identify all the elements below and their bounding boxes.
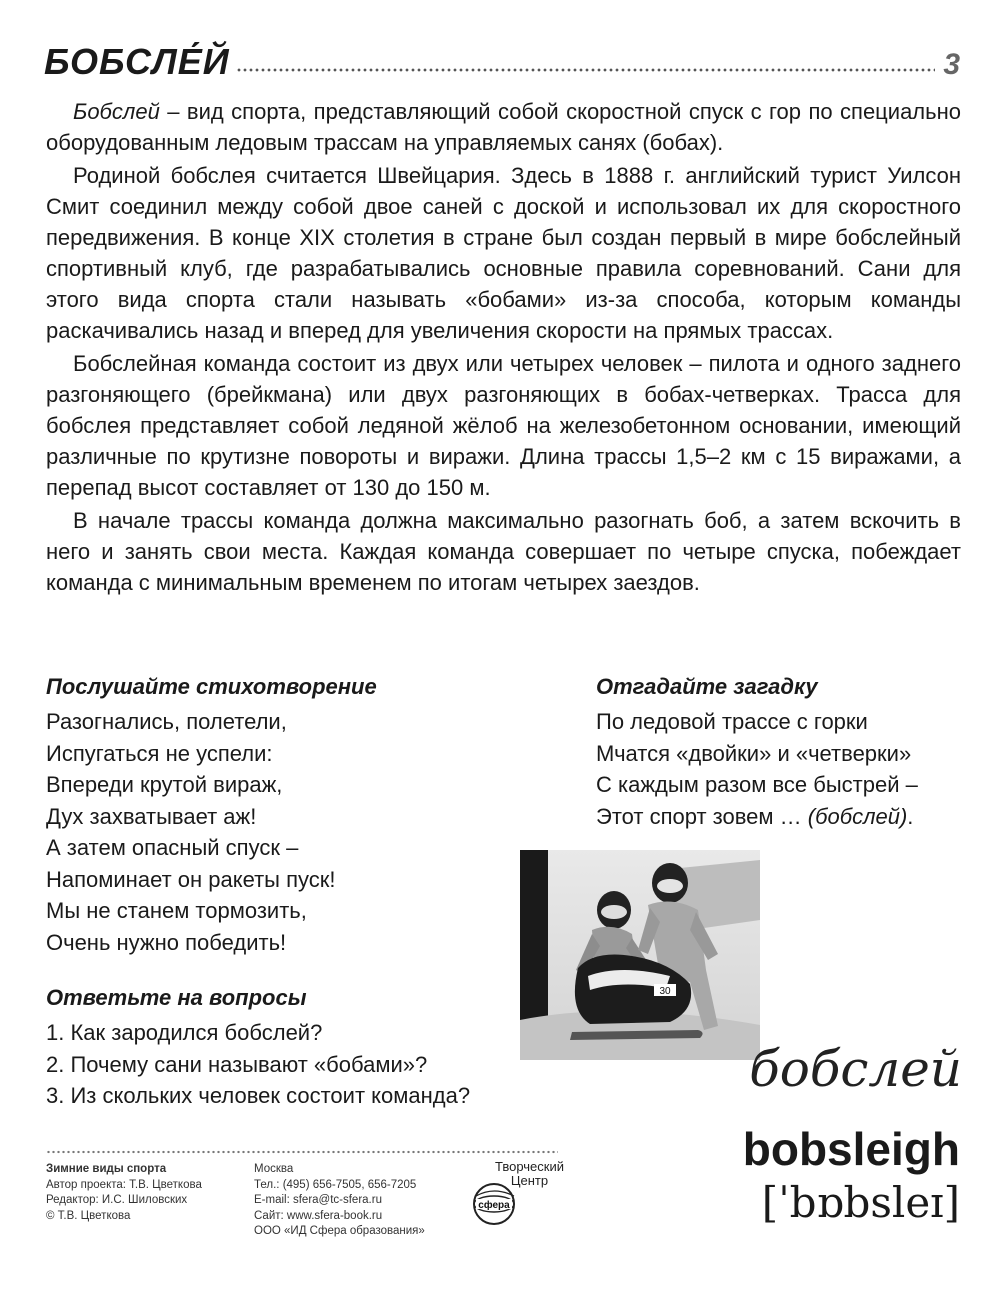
footer-divider [46, 1150, 558, 1154]
poem-line: Очень нужно победить! [46, 929, 287, 955]
word-english: bobsleigh [742, 1123, 960, 1175]
poem-line: Напоминает он ракеты пуск! [46, 866, 336, 892]
paragraph-2: Родиной бобслея считается Швейцария. Здесь в 1888 г. английский турист Уилсон Смит соединил между собой двое саней с доской и использовал их для скоростного передвижения. В конце XIX столетия в стране был создан первый в мире бобслейный спортивный клуб, где разрабатывались основные правила соревнований. Сани для этого вида спорта стали называть «бобами» из-за способа, которым команды раскачивались назад и вперед для увеличения скорости на прямых трассах. [46, 163, 961, 343]
paragraph-1-text: – вид спорта, представляющий собой скоростной спуск с гор по специально оборудованным ледовым трассам на управляемых санях (бобах). [46, 99, 961, 155]
poem-section [46, 674, 506, 958]
riddle-title: Отгадайте загадку [596, 674, 818, 699]
poem-line: Дух захватывает аж! [46, 803, 257, 829]
publisher-line2: Центр [510, 1173, 549, 1188]
poem-line: А затем опасный спуск – [46, 835, 299, 860]
bob-number: 30 [659, 986, 671, 997]
poem-line: Мы не станем тормозить, [46, 898, 307, 923]
footer-editor: Редактор: И.С. Шиловских [46, 1194, 188, 1206]
article-body [46, 96, 961, 600]
term-italic: Бобслей [73, 99, 160, 124]
riddle-line: По ледовой трассе с горки [596, 709, 868, 734]
poem-line: Испугаться не успели: [46, 740, 273, 766]
page-title: БОБСЛЕ́Й [44, 41, 230, 82]
publisher-line1: Творческий [494, 1159, 564, 1174]
riddle-punct: . [907, 803, 914, 829]
paragraph-3: Бобслейная команда состоит из двух или четырех человек – пилота и одного заднего разгоняющего (брейкмана) или двух разгоняющих в бобах-четверках. Трасса для бобслея представляет собой ледяной жёлоб на железобетонном основании, имеющий различные по крутизне повороты и виражи. Длина трассы 1,5–2 км с 15 виражами, а перепад высот составляет от 130 до 150 м. [46, 351, 961, 500]
riddle-last-line [596, 801, 976, 833]
paragraph-4: В начале трассы команда должна максимально разогнать боб, а затем вскочить в него и занять свои места. Каждая команда совершает по четыре спуска, побеждает команда с минимальным временем по итогам четырех заездов. [46, 508, 961, 595]
questions-title: Ответьте на вопросы [46, 985, 307, 1010]
riddle-section [596, 674, 976, 832]
footer-credits [46, 1162, 202, 1224]
question-item: 3. Из скольких человек состоит команда? [46, 1083, 471, 1108]
poem-line: Разогнались, полетели, [46, 709, 287, 734]
word-transcription: [ˈbɒbsleɪ] [761, 1178, 960, 1227]
footer-email: E-mail: sfera@tc-sfera.ru [254, 1194, 382, 1206]
publisher-logo-text: сфера [478, 1200, 510, 1211]
footer-copyright: © Т.В. Цветкова [46, 1209, 131, 1222]
question-item: 1. Как зародился бобслей? [46, 1020, 323, 1045]
question-item: 2. Почему сани называют «бобами»? [46, 1051, 428, 1077]
page-header [44, 30, 960, 80]
page-number: 3 [943, 48, 960, 81]
publisher-logo [460, 1160, 570, 1230]
poem-line: Впереди крутой вираж, [46, 772, 283, 797]
footer-series: Зимние виды спорта [46, 1163, 167, 1175]
paragraph-1 [46, 96, 961, 158]
footer-contacts [254, 1162, 425, 1240]
riddle-line: Мчатся «двойки» и «четверки» [596, 740, 912, 766]
word-cursive: бобслей [749, 1040, 962, 1098]
riddle-line: С каждым разом все быстрей – [596, 772, 918, 797]
title-dot-leader [236, 68, 936, 72]
sphere-logo-icon [464, 1176, 534, 1226]
footer-author: Автор проекта: Т.В. Цветкова [46, 1178, 202, 1191]
riddle-answer: (бобслей) [807, 803, 908, 829]
footer-site: Сайт: www.sfera-book.ru [254, 1209, 383, 1222]
footer-phone: Тел.: (495) 656-7505, 656-7205 [254, 1178, 417, 1191]
footer-city: Москва [254, 1163, 294, 1175]
footer-company: ООО «ИД Сфера образования» [254, 1225, 425, 1237]
riddle-last-text: Этот спорт зовем … [596, 803, 808, 829]
questions-section [46, 985, 586, 1112]
poem-title: Послушайте стихотворение [46, 674, 377, 699]
